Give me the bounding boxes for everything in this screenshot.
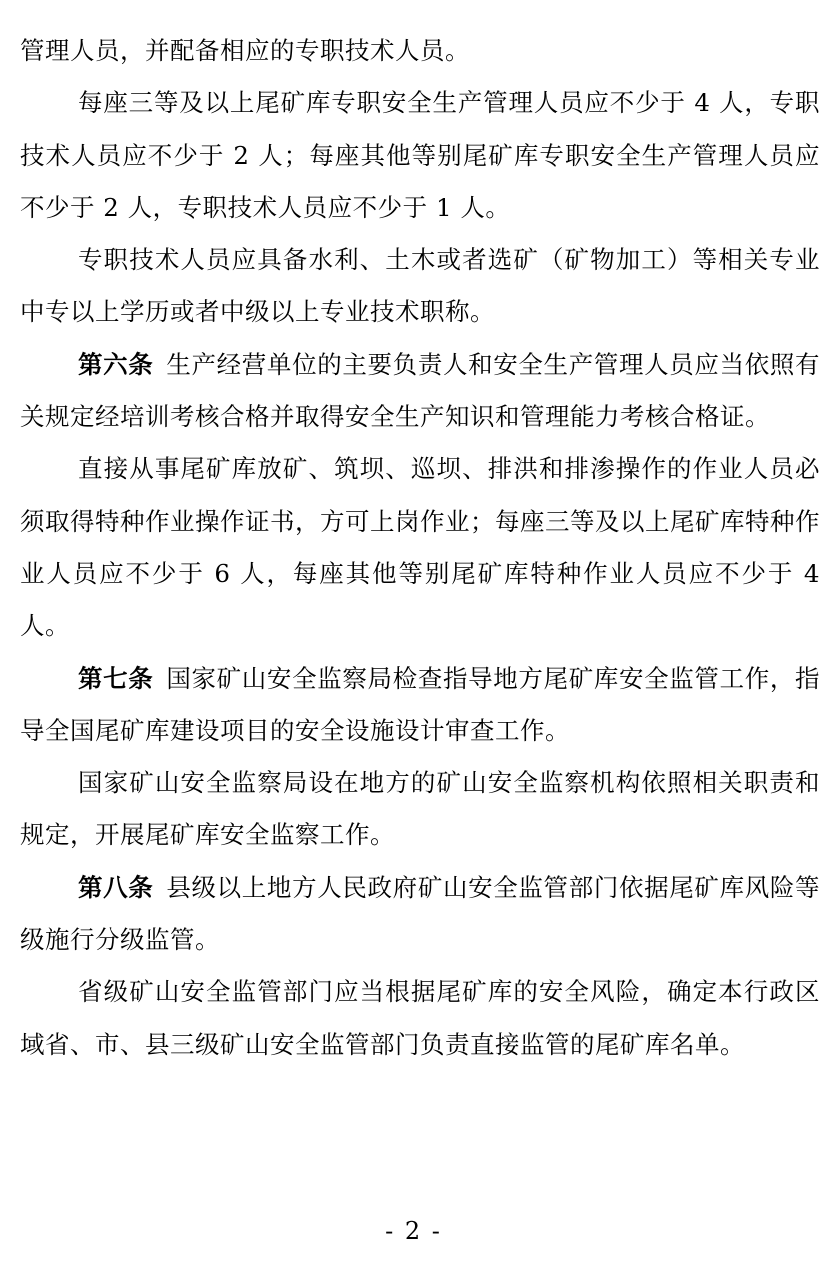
article-8 (20, 862, 820, 967)
paragraph-continuation (20, 25, 820, 77)
article-number: 第六条 (78, 349, 154, 379)
article-6 (20, 339, 820, 444)
article-7 (20, 653, 820, 758)
paragraph-text: 国家矿山安全监察局设在地方的矿山安全监察机构依照相关职责和规定，开展尾矿库安全监察工作。 (20, 768, 820, 850)
paragraph-text: 直接从事尾矿库放矿、筑坝、巡坝、排洪和排渗操作的作业人员必须取得特种作业操作证书，方可上岗作业；每座三等及以上尾矿库特种作业人员应不少于 6 人，每座其他等别尾矿库特种作业人员应不少于 4 人。 (20, 454, 820, 641)
page-number: - 2 - (385, 1217, 442, 1245)
paragraph-special-operations (20, 443, 820, 652)
paragraph-text: 每座三等及以上尾矿库专职安全生产管理人员应不少于 4 人，专职技术人员应不少于 2 人；每座其他等别尾矿库专职安全生产管理人员应不少于 2 人，专职技术人员应不少于 1 人。 (20, 88, 820, 222)
article-number: 第八条 (78, 872, 154, 902)
paragraph-technical-qualifications (20, 234, 820, 339)
paragraph-provincial-list (20, 966, 820, 1071)
paragraph-text: 管理人员，并配备相应的专职技术人员。 (20, 36, 470, 65)
paragraph-text: 国家矿山安全监察局检查指导地方尾矿库安全监管工作，指导全国尾矿库建设项目的安全设施设计审查工作。 (20, 663, 821, 745)
document-body (20, 25, 820, 1071)
article-number: 第七条 (78, 663, 154, 693)
paragraph-local-supervision (20, 757, 820, 862)
paragraph-text: 省级矿山安全监管部门应当根据尾矿库的安全风险，确定本行政区域省、市、县三级矿山安全监管部门负责直接监管的尾矿库名单。 (20, 977, 820, 1059)
paragraph-text: 专职技术人员应具备水利、土木或者选矿（矿物加工）等相关专业中专以上学历或者中级以上专业技术职称。 (20, 245, 820, 327)
paragraph-staffing-requirements (20, 77, 820, 234)
paragraph-text: 生产经营单位的主要负责人和安全生产管理人员应当依照有关规定经培训考核合格并取得安全生产知识和管理能力考核合格证。 (20, 349, 821, 432)
paragraph-text: 县级以上地方人民政府矿山安全监管部门依据尾矿库风险等级施行分级监管。 (20, 872, 821, 955)
